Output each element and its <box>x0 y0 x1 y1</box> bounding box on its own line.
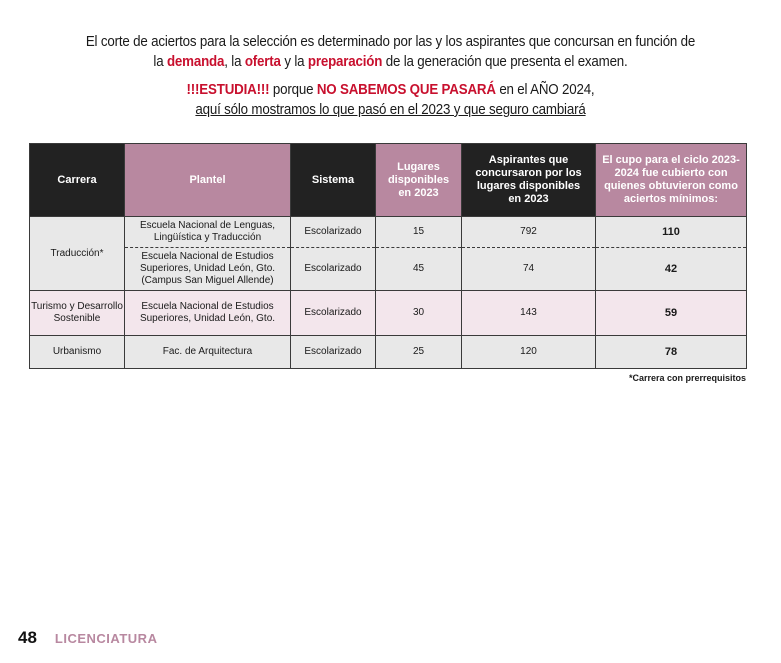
cell-sistema: Escolarizado <box>291 336 376 369</box>
header-carrera: Carrera <box>30 144 125 217</box>
highlight-oferta: oferta <box>244 54 281 70</box>
intro-text-fragment: y la <box>280 54 308 70</box>
intro-text-fragment: en el AÑO 2024, <box>495 82 595 98</box>
cell-lugares: 25 <box>376 336 462 369</box>
cell-carrera: Urbanismo <box>30 336 125 369</box>
cell-cupo: 110 <box>596 217 747 248</box>
page-number: 48 <box>18 628 37 647</box>
section-label: LICENCIATURA <box>54 631 158 646</box>
cell-aspirantes: 120 <box>462 336 596 369</box>
cell-cupo: 42 <box>596 248 747 291</box>
intro-line-1: El corte de aciertos para la selección es determinado por las y los aspirantes que concursan en función de <box>85 34 696 50</box>
highlight-preparacion: preparación <box>307 54 383 70</box>
cell-lugares: 15 <box>376 217 462 248</box>
cell-sistema: Escolarizado <box>291 217 376 248</box>
highlight-estudia: !!!ESTUDIA!!! <box>186 82 270 98</box>
table-row <box>30 217 747 248</box>
intro-line-3 <box>68 80 713 100</box>
header-aspirantes: Aspirantes que concursaron por los lugares disponibles en 2023 <box>462 144 596 217</box>
cutoff-table <box>29 143 747 369</box>
cell-aspirantes: 143 <box>462 291 596 336</box>
intro-text <box>68 32 713 120</box>
cell-plantel: Escuela Nacional de Lenguas, Lingüística y Traducción <box>125 217 291 248</box>
cell-aspirantes: 74 <box>462 248 596 291</box>
highlight-demanda: demanda <box>166 54 225 70</box>
cell-lugares: 45 <box>376 248 462 291</box>
table-row <box>30 248 747 291</box>
header-plantel: Plantel <box>125 144 291 217</box>
cell-plantel: Escuela Nacional de Estudios Superiores, Unidad León, Gto. (Campus San Miguel Allende) <box>125 248 291 291</box>
intro-text-fragment: la <box>153 54 167 70</box>
table-header-row <box>30 144 747 217</box>
cell-cupo: 78 <box>596 336 747 369</box>
header-cupo: El cupo para el ciclo 2023-2024 fue cubierto con quienes obtuvieron como aciertos mínimos: <box>596 144 747 217</box>
footnote: *Carrera con prerrequisitos <box>628 373 746 383</box>
page-footer <box>18 628 157 648</box>
intro-text-fragment: porque <box>269 82 317 98</box>
cell-aspirantes: 792 <box>462 217 596 248</box>
cell-plantel: Fac. de Arquitectura <box>125 336 291 369</box>
intro-line-2 <box>68 52 713 72</box>
table-row <box>30 291 747 336</box>
cell-plantel: Escuela Nacional de Estudios Superiores, Unidad León, Gto. <box>125 291 291 336</box>
intro-text-fragment: de la generación que presenta el examen. <box>382 54 628 70</box>
intro-line-4: aquí sólo mostramos lo que pasó en el 2023 y que seguro cambiará <box>195 102 586 118</box>
header-lugares: Lugares disponibles en 2023 <box>376 144 462 217</box>
cell-cupo: 59 <box>596 291 747 336</box>
highlight-no-sabemos: NO SABEMOS QUE PASARÁ <box>316 82 496 98</box>
table-row <box>30 336 747 369</box>
cell-sistema: Escolarizado <box>291 248 376 291</box>
cell-lugares: 30 <box>376 291 462 336</box>
cell-carrera: Turismo y Desarrollo Sostenible <box>30 291 125 336</box>
cell-sistema: Escolarizado <box>291 291 376 336</box>
cell-carrera: Traducción* <box>30 217 125 291</box>
intro-text-fragment: , la <box>224 54 245 70</box>
header-sistema: Sistema <box>291 144 376 217</box>
